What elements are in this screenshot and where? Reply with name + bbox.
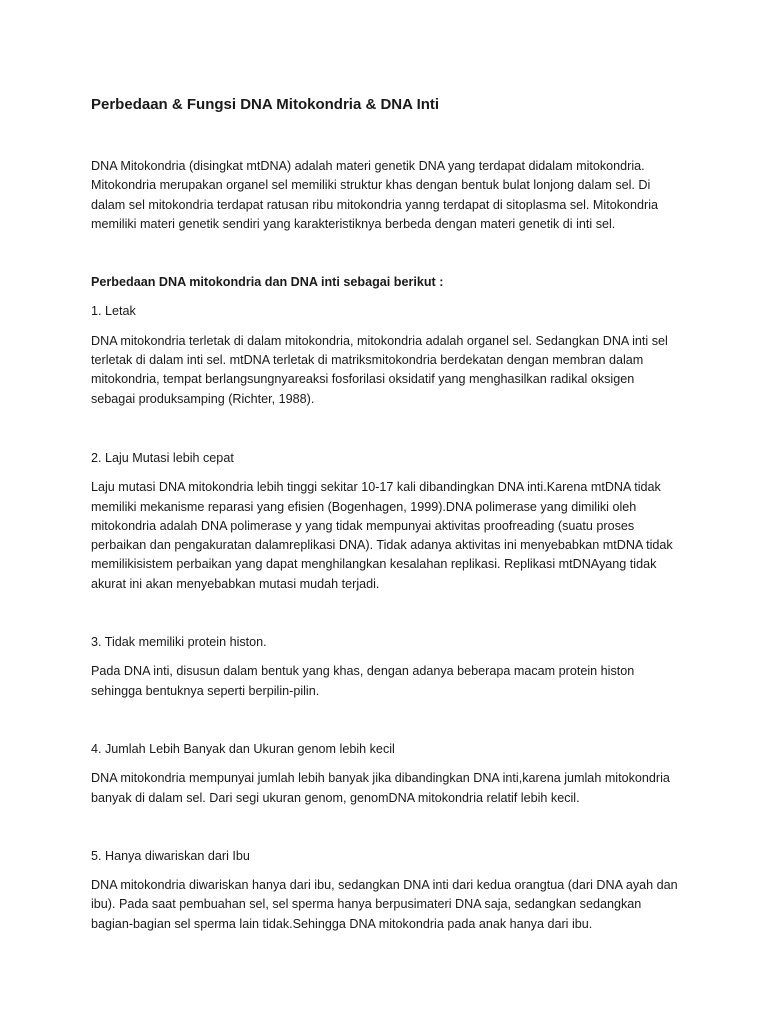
document-title: Perbedaan & Fungsi DNA Mitokondria & DNA Inti — [91, 96, 440, 113]
intro-paragraph: DNA Mitokondria (disingkat mtDNA) adalah materi genetik DNA yang terdapat didalam mitokondria. Mitokondria merupakan organel sel memiliki struktur khas dengan bentuk bulat lonjong dalam sel. Di dalam sel mitokondria terdapat ratusan ribu mitokondria yanng terdapat di sitoplasma sel. Mitokondria memiliki materi genetik sendiri yang karakteristiknya berbeda dengan materi genetik di inti sel. — [91, 159, 659, 231]
item-heading: 5. Hanya diwariskan dari Ibu — [91, 848, 250, 863]
list-item — [91, 847, 681, 934]
item-body: DNA mitokondria diwariskan hanya dari ibu, sedangkan DNA inti dari kedua orangtua (dari DNA ayah dan ibu). Pada saat pembuahan sel, sel sperma hanya berpusimateri DNA saja, sedangkan sedangkan bagian-bagian sel sperma lain tidak.Sehingga DNA mitokondria pada anak hanya dari ibu. — [91, 878, 678, 931]
list-item — [91, 740, 681, 808]
document-content — [91, 93, 681, 973]
item-body: Laju mutasi DNA mitokondria lebih tinggi sekitar 10-17 kali dibandingkan DNA inti.Karena mtDNA tidak memiliki mekanisme reparasi yang efisien (Bogenhagen, 1999).DNA polimerase yang dimiliki oleh mitokondria adalah DNA polimerase y yang tidak mempunyai aktivitas proofreading (suatu proses perbaikan dan pengakuratan dalamreplikasi DNA). Tidak adanya aktivitas ini menyebabkan mtDNA tidak memilikisistem perbaikan yang dapat menghilangkan kesalahan replikasi. Replikasi mtDNAyang tidak akurat ini akan menyebabkan mutasi mudah terjadi. — [91, 480, 673, 591]
item-heading: 1. Letak — [91, 304, 136, 319]
item-heading: 2. Laju Mutasi lebih cepat — [91, 450, 234, 465]
item-heading: 3. Tidak memiliki protein histon. — [91, 635, 267, 650]
item-body: DNA mitokondria terletak di dalam mitokondria, mitokondria adalah organel sel. Sedangkan DNA inti sel terletak di dalam inti sel. mtDNA terletak di matriksmitokondria berdekatan dengan membran dalam mitokondria, tempat berlangsungnyareaksi fosforilasi oksidatif yang menghasilkan radikal oksigen sebagai produksamping (Richter, 1988). — [91, 333, 668, 406]
item-heading: 4. Jumlah Lebih Banyak dan Ukuran genom lebih kecil — [91, 741, 395, 756]
item-body: DNA mitokondria mempunyai jumlah lebih banyak jika dibandingkan DNA inti,karena jumlah mitokondria banyak di dalam sel. Dari segi ukuran genom, genomDNA mitokondria relatif lebih kecil. — [91, 771, 670, 805]
list-item — [91, 302, 681, 408]
list-item — [91, 633, 681, 701]
list-item — [91, 449, 681, 594]
section-heading: Perbedaan DNA mitokondria dan DNA inti sebagai berikut : — [91, 275, 444, 290]
item-body: Pada DNA inti, disusun dalam bentuk yang khas, dengan adanya beberapa macam protein histon sehingga bentuknya seperti berpilin-pilin. — [91, 664, 635, 698]
